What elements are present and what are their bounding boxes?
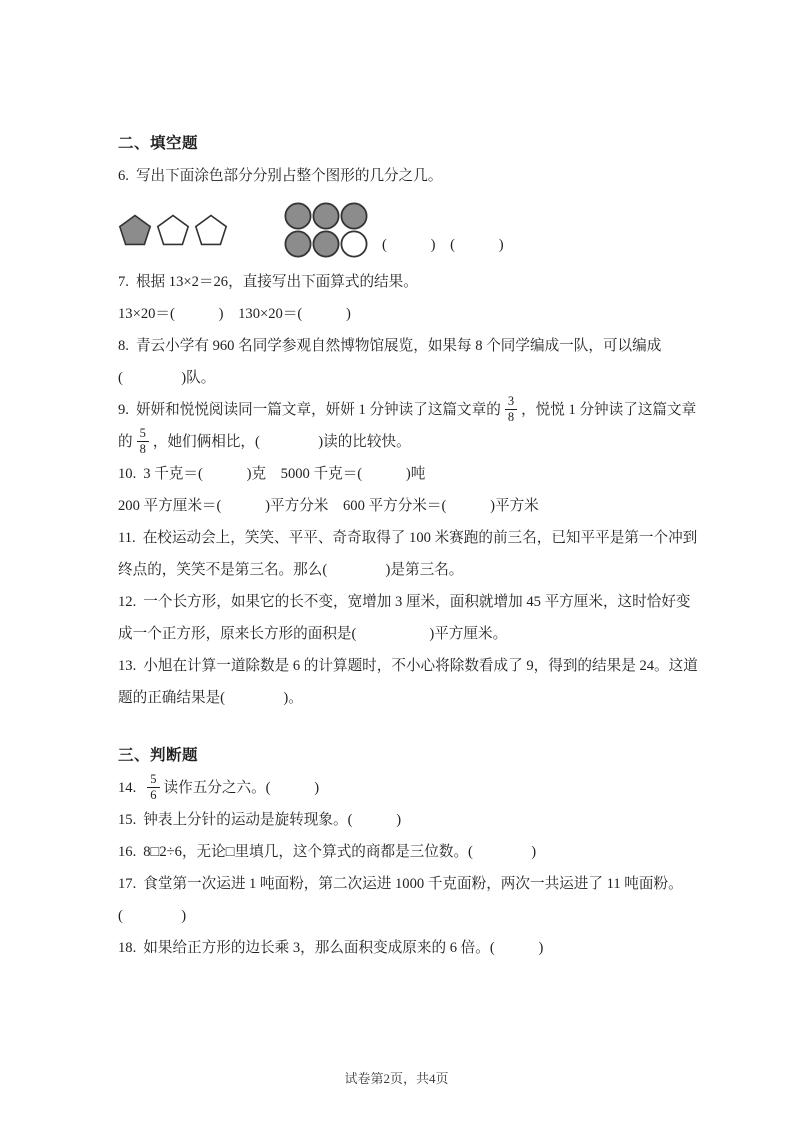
- question-number: 10.: [118, 466, 137, 483]
- fraction-figure: [118, 199, 684, 261]
- question-10: [118, 458, 684, 522]
- question-text: 的: [118, 434, 133, 451]
- question-text: 一个长方形，如果它的长不变，宽增加 3 厘米，面积就增加 45 平方厘米，这时恰好变: [143, 594, 691, 611]
- question-13: [118, 650, 698, 714]
- question-text: 根据 13×2＝26，直接写出下面算式的结果。: [135, 274, 418, 290]
- question-line: [118, 522, 698, 554]
- question-12: [118, 586, 691, 650]
- question-text: 小旭在计算一道除数是 6 的计算题时，不小心将除数看成了 9，得到的结果是 24。这道: [143, 658, 698, 675]
- circle-group: [284, 202, 368, 258]
- circle-shaded-icon: [284, 230, 312, 258]
- question-number: 15.: [118, 812, 137, 829]
- question-line: [118, 330, 684, 362]
- question-line: [118, 900, 684, 932]
- question-number: 14.: [118, 780, 137, 797]
- question-8: [118, 330, 684, 394]
- question-number: 16.: [118, 844, 137, 861]
- section-1: [118, 128, 698, 714]
- section-heading: 二、填空题: [118, 135, 199, 152]
- page-footer: [0, 1068, 793, 1087]
- question-line: [118, 836, 684, 868]
- question-text: 妍妍和悦悦阅读同一篇文章，妍妍 1 分钟读了这篇文章的: [135, 402, 501, 418]
- question-line: [118, 804, 684, 836]
- question-line: [118, 490, 684, 522]
- question-line: [118, 618, 684, 650]
- question-9: [118, 394, 697, 458]
- question-line: [118, 160, 684, 192]
- question-text: ，悦悦 1 分钟读了这篇文章: [521, 402, 697, 418]
- circle-shaded-icon: [312, 202, 340, 230]
- question-text: ，她们俩相比，( )读的比较快。: [152, 434, 411, 451]
- question-line: [118, 554, 684, 586]
- fraction-numerator: 5: [139, 426, 146, 441]
- pentagon-shaded-icon: [118, 214, 152, 247]
- question-text: 成一个正方形，原来长方形的面积是( )平方厘米。: [118, 626, 508, 643]
- question-text: 终点的，笑笑不是第三名。那么( )是第三名。: [118, 562, 464, 579]
- question-text: 在校运动会上，笑笑、平平、奇奇取得了 100 米赛跑的前三名，已知平平是第一个冲到: [142, 530, 698, 547]
- question-number: 8.: [118, 338, 129, 354]
- question-line: [118, 586, 691, 618]
- question-number: 12.: [118, 594, 137, 611]
- question-line: [118, 650, 698, 682]
- question-text: 如果给正方形的边长乘 3，那么面积变成原来的 6 倍。( ): [143, 940, 544, 957]
- question-number: 9.: [118, 402, 129, 418]
- pentagon-unshaded-icon: [156, 214, 190, 247]
- question-number: 7.: [118, 274, 129, 290]
- question-text: 写出下面涂色部分分别占整个图形的几分之几。: [135, 168, 443, 184]
- pentagon-unshaded-icon: [194, 214, 228, 247]
- question-line: [118, 682, 684, 714]
- question-17: [118, 868, 684, 932]
- question-number: 18.: [118, 940, 137, 957]
- question-line: [118, 772, 684, 804]
- question-text: 题的正确结果是( )。: [118, 690, 303, 707]
- question-text: 钟表上分针的运动是旋转现象。( ): [143, 812, 402, 829]
- question-text: 13×20＝( ) 130×20＝( ): [118, 306, 351, 322]
- fraction-numerator: 3: [507, 394, 515, 409]
- question-15: [118, 804, 684, 836]
- fraction-denominator: 8: [137, 441, 149, 457]
- question-number: 17.: [118, 876, 137, 893]
- question-text: 食堂第一次运进 1 吨面粉，第二次运进 1000 千克面粉，两次一共运进了 11 吨面粉。: [143, 876, 683, 893]
- circle-shaded-icon: [340, 202, 368, 230]
- pentagon-group: [118, 214, 228, 247]
- question-line: [118, 362, 684, 394]
- question-14: [118, 772, 684, 804]
- question-text: 3 千克＝( )克 5000 千克＝( )吨: [143, 466, 426, 483]
- question-text: 青云小学有 960 名同学参观自然博物馆展览，如果每 8 个同学编成一队，可以编成: [135, 338, 662, 354]
- question-line: [118, 868, 684, 900]
- circle-unshaded-icon: [340, 230, 368, 258]
- question-11: [118, 522, 698, 586]
- page-number-text: 试卷第2页，共4页: [344, 1071, 449, 1086]
- answer-blanks: ( ) ( ): [382, 237, 504, 253]
- question-number: 13.: [118, 658, 137, 675]
- fraction-denominator: 6: [147, 787, 159, 803]
- question-line: [118, 266, 684, 298]
- document-body: [118, 128, 698, 964]
- fraction: [505, 394, 517, 425]
- circle-shaded-icon: [284, 202, 312, 230]
- question-number: 11.: [118, 530, 136, 547]
- fraction-denominator: 8: [505, 409, 517, 425]
- section-heading: 三、判断题: [118, 747, 199, 765]
- question-text: 读作五分之六。( ): [163, 780, 320, 797]
- question-line: [118, 298, 684, 330]
- section-2: [118, 740, 684, 964]
- question-6: [118, 160, 684, 261]
- question-text: ( ): [118, 908, 187, 925]
- fraction-numerator: 5: [150, 772, 157, 787]
- question-line: [118, 932, 684, 964]
- question-number: 6.: [118, 168, 129, 184]
- question-7: [118, 266, 684, 330]
- fraction: [137, 426, 149, 457]
- circle-shaded-icon: [312, 230, 340, 258]
- question-16: [118, 836, 684, 868]
- question-text: 8□2÷6，无论□里填几，这个算式的商都是三位数。( ): [143, 844, 537, 861]
- question-line: [118, 458, 684, 490]
- question-text: 200 平方厘米＝( )平方分米 600 平方分米＝( )平方米: [118, 498, 539, 515]
- fraction: [147, 772, 159, 803]
- question-18: [118, 932, 684, 964]
- question-line: [118, 394, 697, 426]
- question-line: [118, 426, 684, 458]
- question-text: ( )队。: [118, 370, 216, 386]
